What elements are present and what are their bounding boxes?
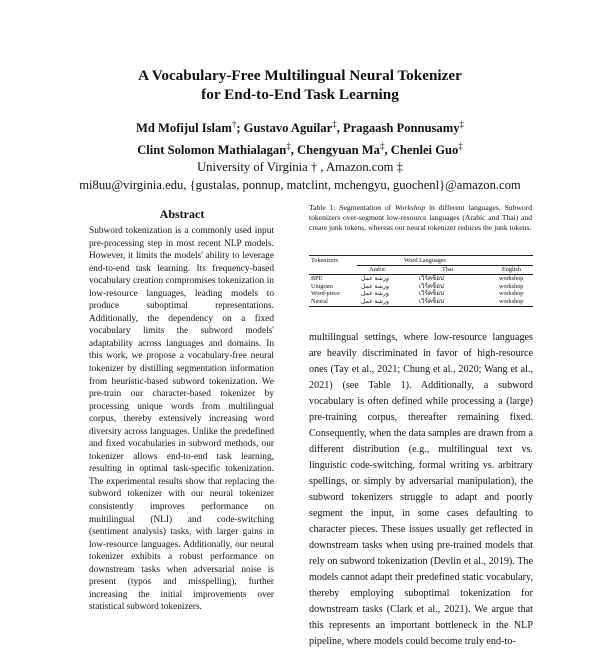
author-block (40, 116, 560, 194)
author-name: Clint Solomon Mathialagan (137, 142, 287, 157)
cell-english: workshop (499, 297, 524, 305)
authors-line-1 (40, 116, 560, 138)
affiliation-mark: ‡ (459, 119, 465, 129)
cell-arabic: ورشة عمل (361, 275, 389, 282)
caption-body: in different languages. Subword tokenizers over-segment low-resource languages (Arabic and Thai) and create junk tokens, whereas our neural tokenizer reduces the junk tokens. (309, 203, 532, 232)
cell-thai: เวิร์คช็อป (419, 275, 444, 282)
table-bottom-rule (309, 306, 533, 307)
affiliation-mark: ‡ (458, 140, 463, 151)
author-name: Pragaash Ponnusamy (343, 121, 460, 136)
paper-title (60, 66, 540, 104)
author-name: Chenlei Guo (390, 142, 459, 157)
author-separator: ; (236, 121, 244, 136)
author-emails: mi8uu@virginia.edu, {gustalas, ponnup, matclint, mchengyu, guochenl}@amazon.com (79, 177, 521, 192)
body-column-text (309, 330, 533, 650)
cell-arabic: ورشة عمل (361, 290, 389, 297)
cell-english: workshop (499, 275, 524, 282)
affiliations: University of Virginia † , Amazon.com ‡ (197, 160, 403, 175)
col-header-tokenizers: Tokenizers (311, 257, 339, 264)
title-line-1: A Vocabulary-Free Multilingual Neural Tokenizer (138, 67, 462, 84)
row-name-neural: Neural (311, 297, 328, 305)
row-name-unigram: Unigram (311, 282, 333, 290)
affiliation-mark: ‡ (332, 119, 337, 129)
affiliation-mark: ‡ (286, 140, 291, 151)
subcol-english: English (502, 266, 521, 273)
col-header-word-languages: Word Languages (404, 257, 446, 264)
cell-english: workshop (499, 290, 524, 297)
subcol-thai: Thai (442, 266, 454, 273)
abstract-text: Subword tokenization is a commonly used input pre-processing step in most recent NLP models. However, it limits the models' ability to leverage end-to-end task learning. Its frequency-based vocabulary creation compromises tokenization in low-resource languages, leading models to produce suboptimal representations. Additionally, the dependency on a fixed vocabulary limits the subword models' adaptability across languages and domains. In this work, we propose a vocabulary-free neural tokenizer by distilling segmentation information from heuristic-based subword tokenization. We pre-train our character-based tokenizer by processing unique words from multilingual corpus, thereby extensively increasing word diversity across languages. Unlike the predefined and fixed vocabularies in subword methods, our tokenizer allows end-to-end task learning, resulting in optimal task-specific tokenization. The experimental results show that replacing the subword tokenizer with our neural tokenizer consistently improves performance on multilingual (NLI) and code-switching (sentiment analysis) tasks, with larger gains in low-resource languages. Additionally, our neural tokenizer exhibits a robust performance on downstream tasks when adversarial noise is present (typos and misspelling), further increasing the initial improvements over statistical subword tokenizers. (89, 226, 274, 613)
author-name: Chengyuan Ma (297, 142, 380, 157)
cell-arabic: ورشة عمل (361, 297, 389, 305)
cell-thai: เวิร์คช็อป (419, 297, 444, 305)
authors-line-2 (40, 138, 560, 160)
table-top-rule (309, 255, 533, 256)
subcol-arabic: Arabic (369, 266, 386, 273)
affiliation-mark: † (231, 119, 237, 129)
table-caption (309, 203, 532, 233)
caption-italic-word: Workshop (395, 203, 426, 212)
row-name-bpe: BPE (311, 275, 323, 282)
affiliation-mark: ‡ (379, 140, 385, 151)
author-separator: , (290, 142, 298, 157)
cell-thai: เวิร์คช็อป (419, 290, 444, 297)
cell-thai: เวิร์คช็อป (419, 282, 444, 290)
row-name-wordpiece: Word-piece (311, 290, 340, 297)
cell-english: workshop (499, 282, 524, 290)
author-separator: , (384, 142, 391, 157)
author-separator: , (336, 121, 343, 136)
title-line-2: for End-to-End Task Learning (201, 86, 399, 103)
cell-arabic: ورشة عمل (361, 282, 389, 290)
caption-prefix: Table 1: Segmentation of (309, 203, 396, 212)
author-name: Md Mofijul Islam (135, 121, 232, 136)
body-paragraph: multilingual settings, where low-resource languages are heavily discriminated in favor of high-resource ones (Tay et al., 2021; Chung et al., 2020; Wang et al., 2021) (see Table 1). Additionally, a subword vocabulary is often defined while processing a (large) pre-training corpus, thereafter remaining fixed. Consequently, when the data samples are drawn from a different distribution (e.g., multilingual text vs. linguistic code-switching, formal writing vs. arbitrary spellings, or simply by adversarial manipulation), the subword tokenizers struggle to adapt and poorly segment the input, in some cases defaulting to character pieces. These issues usually get reflected in downstream tasks when using pre-trained models that rely on subword tokenization (Devlin et al., 2019). The models cannot adapt their predefined static vocabulary, thereby employing suboptimal tokenization for downstream tasks (Clark et al., 2021). We argue that this represents an important bottleneck in the NLP pipeline, where models could become truly end-to- (309, 332, 533, 647)
author-name: Gustavo Aguilar (243, 121, 333, 136)
abstract-heading: Abstract (159, 207, 205, 221)
